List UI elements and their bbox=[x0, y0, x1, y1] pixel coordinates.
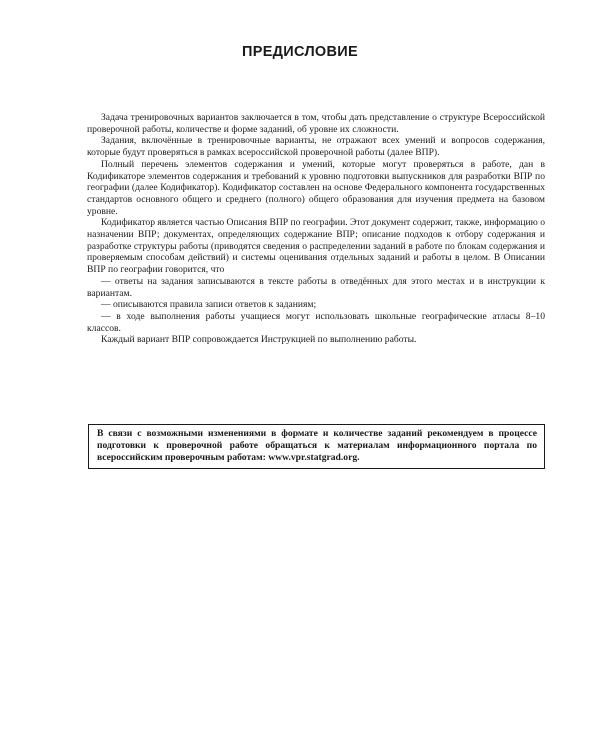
page-title: ПРЕДИСЛОВИЕ bbox=[242, 44, 358, 60]
notice-box: В связи с возможными изменениями в формате и количестве заданий рекомендуем в процессе подготовки к проверочной работе обращаться к материалам информационного портала по всероссийским проверочным работам: www.vpr.statgrad.org. bbox=[88, 424, 545, 469]
paragraph-instruction: Каждый вариант ВПР сопровождается Инструкцией по выполнению работы. bbox=[101, 334, 417, 346]
list-item-answers: — ответы на задания записываются в тексте работы в отведённых для этого местах и в инструкции к вариантам. bbox=[87, 275, 545, 299]
paragraph-tasks-scope: Задания, включённые в тренировочные варианты, не отражают всех умений и вопросов содержания, которые будут проверяться в рамках всероссийской проверочной работы (далее ВПР). bbox=[87, 135, 545, 159]
preface-body bbox=[87, 112, 545, 346]
list-item-atlases: — в ходе выполнения работы учащиеся могут использовать школьные географические атласы 8–10 классов. bbox=[87, 310, 545, 334]
paragraph-codifier: Полный перечень элементов содержания и умений, которые могут проверяться в работе, дан в Кодификаторе элементов содержания и требований к уровню подготовки выпускников для разработки ВПР по географии (далее Кодификатор). Кодификатор составлен на основе Федерального компонента государственных стандартов основного общего и среднего (полного) общего образования для изучения предмета на базовом уровне. bbox=[87, 158, 545, 217]
list-item-rules: — описываются правила записи ответов к заданиям; bbox=[101, 299, 317, 311]
paragraph-description: Кодификатор является частью Описания ВПР по географии. Этот документ содержит, также, информацию о назначении ВПР; документах, определяющих содержание ВПР; описание подходов к отбору содержания и разработке структуры работы (приводятся сведения о распределении заданий в работе по блокам содержания и проверяемым способам действий) и системы оценивания отдельных заданий и работы в целом. В Описании ВПР по географии говорится, что bbox=[87, 217, 545, 276]
paragraph-purpose: Задача тренировочных вариантов заключается в том, чтобы дать представление о структуре Всероссийской проверочной работы, количестве и форме заданий, об уровне их сложности. bbox=[87, 112, 545, 135]
